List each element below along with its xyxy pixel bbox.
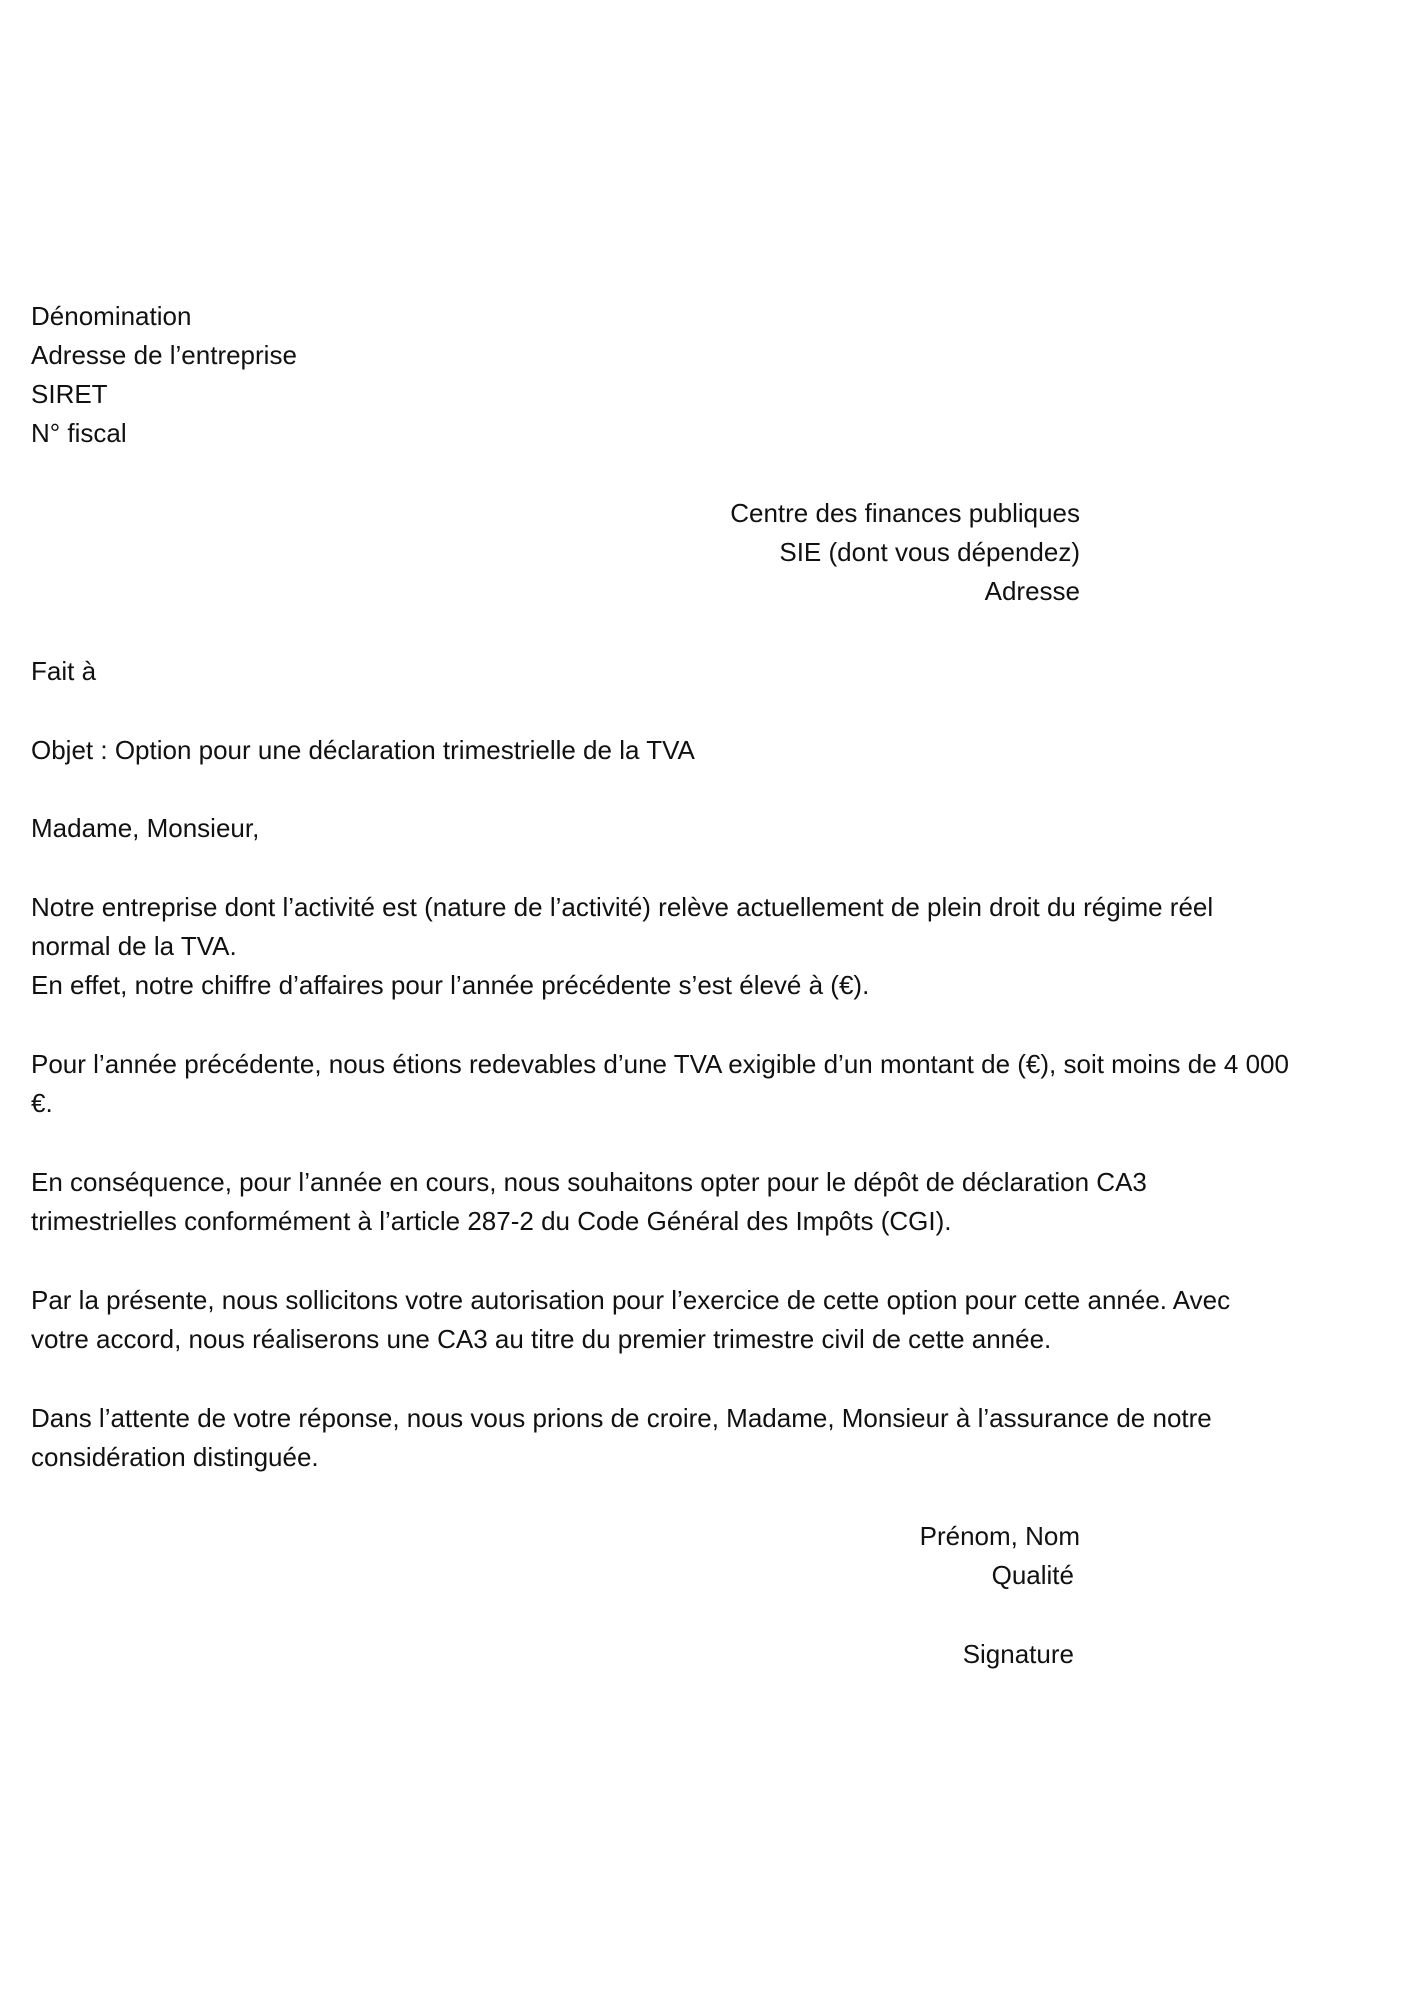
body-paragraph-2-line-2: €. [31,1088,53,1118]
body-paragraph-2-line-1: Pour l’année précédente, nous étions redevables d’une TVA exigible d’un montant de (€), soit moins de 4 000 [31,1049,1289,1079]
recipient-sie: SIE (dont vous dépendez) [779,537,1080,567]
place-line: Fait à [31,656,97,686]
body-paragraph-1-line-2: normal de la TVA. [31,931,237,961]
recipient-address: Adresse [984,576,1080,606]
body-paragraph-4-line-2: votre accord, nous réaliserons une CA3 au titre du premier trimestre civil de cette année. [31,1324,1052,1354]
subject-line: Objet : Option pour une déclaration trimestrielle de la TVA [31,735,695,765]
body-paragraph-5-line-2: considération distinguée. [31,1442,319,1472]
body-paragraph-3-line-2: trimestrielles conformément à l’article 287-2 du Code Général des Impôts (CGI). [31,1206,952,1236]
body-paragraph-3-line-1: En conséquence, pour l’année en cours, nous souhaitons opter pour le dépôt de déclaration CA3 [31,1167,1147,1197]
sender-address: Adresse de l’entreprise [31,340,297,370]
closing-title: Qualité [991,1560,1074,1590]
sender-siret: SIRET [31,379,108,409]
sender-fiscal-number: N° fiscal [31,418,127,448]
signature-label: Signature [962,1639,1074,1669]
body-paragraph-1-line-3: En effet, notre chiffre d’affaires pour l’année précédente s’est élevé à (€). [31,970,870,1000]
body-paragraph-1-line-1: Notre entreprise dont l’activité est (nature de l’activité) relève actuellement de plein droit du régime réel [31,892,1214,922]
body-paragraph-5-line-1: Dans l’attente de votre réponse, nous vous prions de croire, Madame, Monsieur à l’assurance de notre [31,1403,1212,1433]
body-paragraph-4-line-1: Par la présente, nous sollicitons votre autorisation pour l’exercice de cette option pour cette année. Avec [31,1285,1231,1315]
salutation: Madame, Monsieur, [31,813,260,843]
recipient-center: Centre des finances publiques [730,498,1080,528]
closing-name: Prénom, Nom [919,1521,1080,1551]
sender-denomination: Dénomination [31,301,192,331]
